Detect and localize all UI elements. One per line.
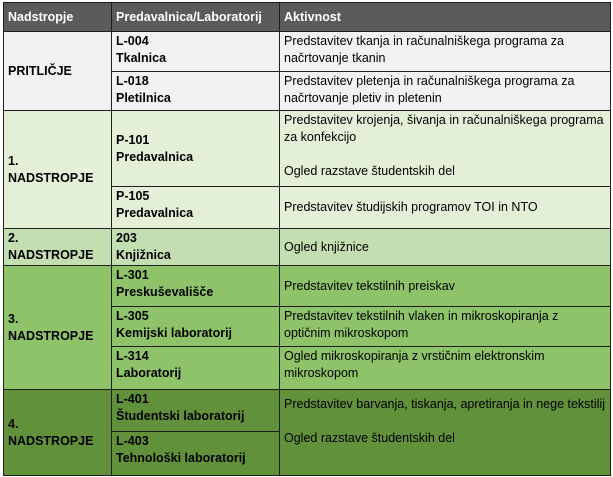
- activity-cell: [280, 72, 611, 111]
- room-code: P-101: [116, 132, 150, 147]
- activity-text: Ogled razstave študentskih del: [284, 431, 455, 445]
- room-name: Pletilnica: [116, 91, 171, 105]
- activity-text: Ogled knjižnice: [284, 239, 369, 254]
- table-row: [4, 111, 611, 187]
- room-name: Kemijski laboratorij: [116, 326, 233, 340]
- activity-text: Ogled razstave študentskih del: [284, 164, 455, 178]
- activity-text: Ogled mikroskopiranja z vrstičnim elektronskim mikroskopom: [284, 349, 545, 380]
- room-code: P-105: [116, 189, 150, 203]
- activity-cell: [280, 307, 611, 347]
- room-cell: [112, 187, 280, 229]
- activity-text: Predstavitev tekstilnih preiskav: [284, 278, 455, 293]
- activity-cell: [280, 266, 611, 307]
- room-cell: [112, 432, 280, 476]
- schedule-table: [3, 2, 611, 476]
- activity-cell: [280, 229, 611, 266]
- floor-cell: 1. NADSTROPJE: [4, 111, 112, 229]
- room-name: Knjižnica: [116, 248, 171, 262]
- room-cell: [112, 347, 280, 390]
- activity-text: Predstavitev krojenja, šivanja in računalniškega programa za konfekcijo: [284, 113, 604, 144]
- room-cell: [112, 390, 280, 432]
- activity-text: Predstavitev tkanja in računalniškega programa za načrtovanje tkanin: [284, 34, 565, 65]
- floor-cell: 4. NADSTROPJE: [4, 390, 112, 476]
- room-code: L-018: [116, 74, 149, 88]
- header-floor: Nadstropje: [4, 3, 112, 32]
- table-row: [4, 390, 611, 432]
- room-name: Laboratorij: [116, 366, 182, 380]
- activity-cell: [280, 32, 611, 72]
- activity-cell: [280, 390, 611, 476]
- room-code: L-314: [116, 349, 149, 363]
- room-name: Tehnološki laboratorij: [116, 451, 246, 465]
- activity-cell: [280, 111, 611, 187]
- floor-cell: 2. NADSTROPJE: [4, 229, 112, 266]
- activity-text: Predstavitev barvanja, tiskanja, apretiranja in nege tekstilij: [284, 397, 606, 411]
- room-name: Študentski laboratorij: [116, 409, 245, 423]
- table-row: [4, 32, 611, 72]
- room-name: Predavalnica: [116, 206, 194, 220]
- room-code: L-305: [116, 309, 149, 323]
- activity-cell: [280, 347, 611, 390]
- room-cell: [112, 307, 280, 347]
- header-row: [4, 3, 611, 32]
- activity-text: Predstavitev pletenja in računalniškega programa za načrtovanje pletiv in pletenin: [284, 74, 575, 105]
- activity-cell: [280, 187, 611, 229]
- room-cell: [112, 266, 280, 307]
- room-code: L-403: [116, 434, 149, 448]
- room-cell: [112, 111, 280, 187]
- floor-cell: PRITLIČJE: [4, 32, 112, 111]
- table-row: [4, 229, 611, 266]
- room-code: 203: [116, 231, 137, 245]
- room-code: L-401: [116, 392, 149, 406]
- activity-text: Predstavitev študijskih programov TOI in NTO: [284, 200, 538, 214]
- room-cell: [112, 229, 280, 266]
- floor-cell: 3. NADSTROPJE: [4, 266, 112, 390]
- room-name: Tkalnica: [116, 51, 167, 65]
- room-name: Predavalnica: [116, 149, 194, 164]
- room-code: L-004: [116, 34, 149, 48]
- activity-text: Predstavitev tekstilnih vlaken in mikroskopiranja z optičnim mikroskopom: [284, 309, 559, 340]
- header-activity: Aktivnost: [280, 3, 611, 32]
- room-cell: [112, 72, 280, 111]
- room-name: Preskuševališče: [116, 285, 214, 299]
- room-cell: [112, 32, 280, 72]
- table-row: [4, 266, 611, 307]
- room-code: L-301: [116, 268, 149, 282]
- header-room: Predavalnica/Laboratorij: [112, 3, 280, 32]
